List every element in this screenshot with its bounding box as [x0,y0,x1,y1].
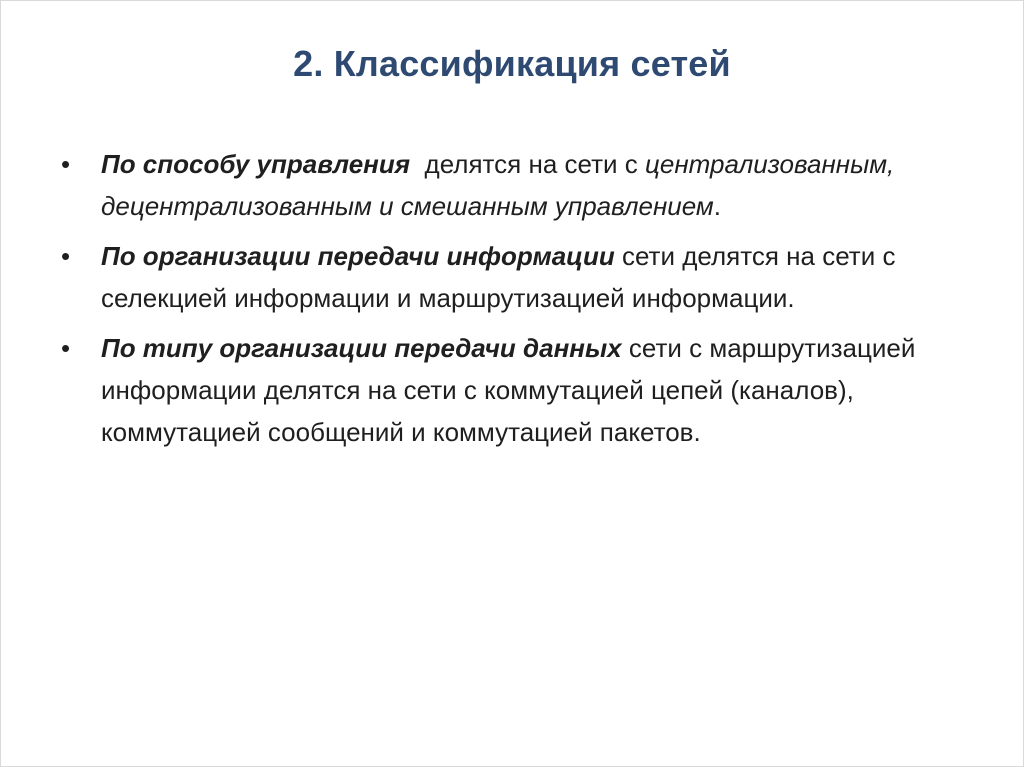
bullet-dot-icon: • [61,333,71,363]
bullet-item-data-transfer [61,327,961,453]
bullet-item-management [61,143,961,227]
bullet-list [61,143,961,461]
bullet-dot-icon: • [61,149,71,179]
bullet-italic-text: централизованным, децентрализованным и смешанным управлением [101,149,895,221]
bullet-text: сети делятся на сети с селекцией информации и маршрутизацией информации. [101,241,896,313]
bullet-term: По типу организации передачи данных [101,333,622,363]
bullet-term: По организации передачи информации [101,241,615,271]
bullet-text-end: . [713,191,721,221]
bullet-term: По способу управления [101,149,411,179]
slide-title: 2. Классификация сетей [293,43,731,84]
bullet-text: сети с маршрутизацией информации делятся на сети с коммутацией цепей (каналов), коммутацией сообщений и коммутацией пакетов. [101,333,916,447]
bullet-item-info-transfer [61,235,961,319]
bullet-text: делятся на сети с [410,149,645,179]
bullet-dot-icon: • [61,241,71,271]
